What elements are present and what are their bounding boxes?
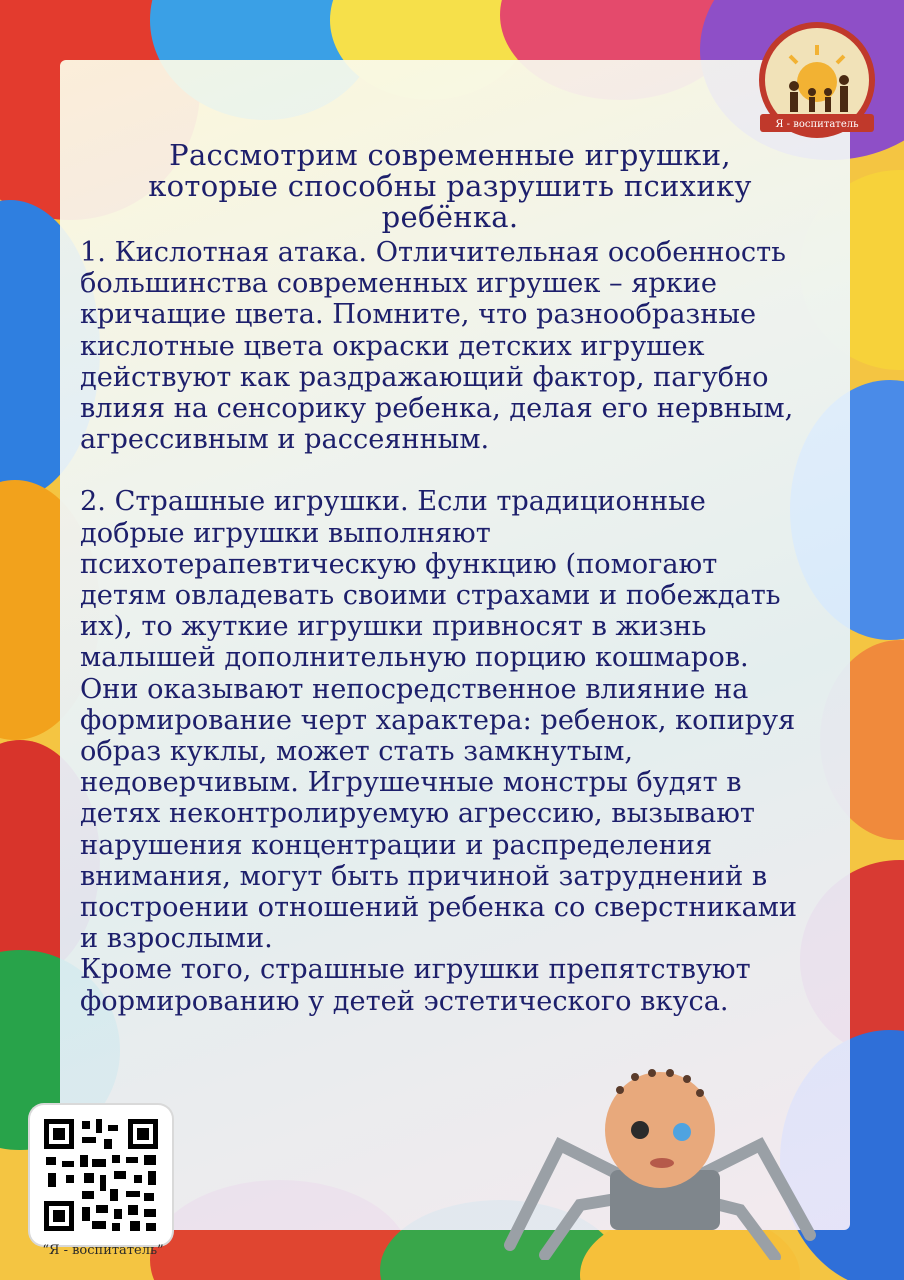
text-line: формированию у детей эстетического вкуса. <box>80 985 729 1017</box>
text-line: недоверчивым. Игрушечные монстры будят в <box>80 767 742 799</box>
text-line: малышей дополнительную порцию кошмаров. <box>80 642 749 674</box>
section-scary-toys <box>80 486 830 1016</box>
text-line: нарушения концентрации и распределения <box>80 829 713 861</box>
text-line: и взрослыми. <box>80 923 273 955</box>
qr-code-icon <box>30 1105 172 1245</box>
title-line: которые способны разрушить психику <box>148 169 752 203</box>
text-line: агрессивным и рассеянным. <box>80 424 490 456</box>
text-line: 2. Страшные игрушки. Если традиционные <box>80 486 706 518</box>
text-line: кислотные цвета окраски детских игрушек <box>80 330 705 362</box>
text-line: Кроме того, страшные игрушки препятствуют <box>80 954 751 986</box>
text-line: добрые игрушки выполняют <box>80 517 491 549</box>
text-line: психотерапевтическую функцию (помогают <box>80 548 718 580</box>
text-line: Они оказывают непосредственное влияние на <box>80 673 749 705</box>
title-line: ребёнка. <box>381 200 519 234</box>
text-line: их), то жуткие игрушки привносят в жизнь <box>80 611 707 643</box>
qr-caption: “Я - воспитатель” <box>42 1243 164 1258</box>
section-acid-attack <box>80 237 830 455</box>
text-line: 1. Кислотная атака. Отличительная особенность <box>80 237 786 268</box>
text-line: детях неконтролируемую агрессию, вызывают <box>80 798 755 830</box>
text-line: большинства современных игрушек – яркие <box>80 268 717 300</box>
article-body <box>80 237 830 1017</box>
text-line: влияя на сенсорику ребенка, делая его нервным, <box>80 393 794 425</box>
text-line: формирование черт характера: ребенок, копируя <box>80 704 796 736</box>
text-line: действуют как раздражающий фактор, пагубно <box>80 361 769 393</box>
logo-caption: Я - воспитатель <box>775 119 859 130</box>
page-title <box>80 140 820 233</box>
paragraph-gap <box>80 455 830 486</box>
spider-doll-toy-illustration <box>490 1035 820 1260</box>
text-line: построении отношений ребенка со сверстниками <box>80 892 798 924</box>
text-line: образ куклы, может стать замкнутым, <box>80 736 634 768</box>
qr-code-card <box>30 1105 172 1245</box>
family-sun-logo-icon <box>742 20 892 140</box>
text-line: внимания, могут быть причиной затруднений в <box>80 860 768 892</box>
text-line: кричащие цвета. Помните, что разнообразные <box>80 299 757 331</box>
text-line: детям овладевать своими страхами и побеждать <box>80 580 781 612</box>
title-line: Рассмотрим современные игрушки, <box>169 138 731 172</box>
